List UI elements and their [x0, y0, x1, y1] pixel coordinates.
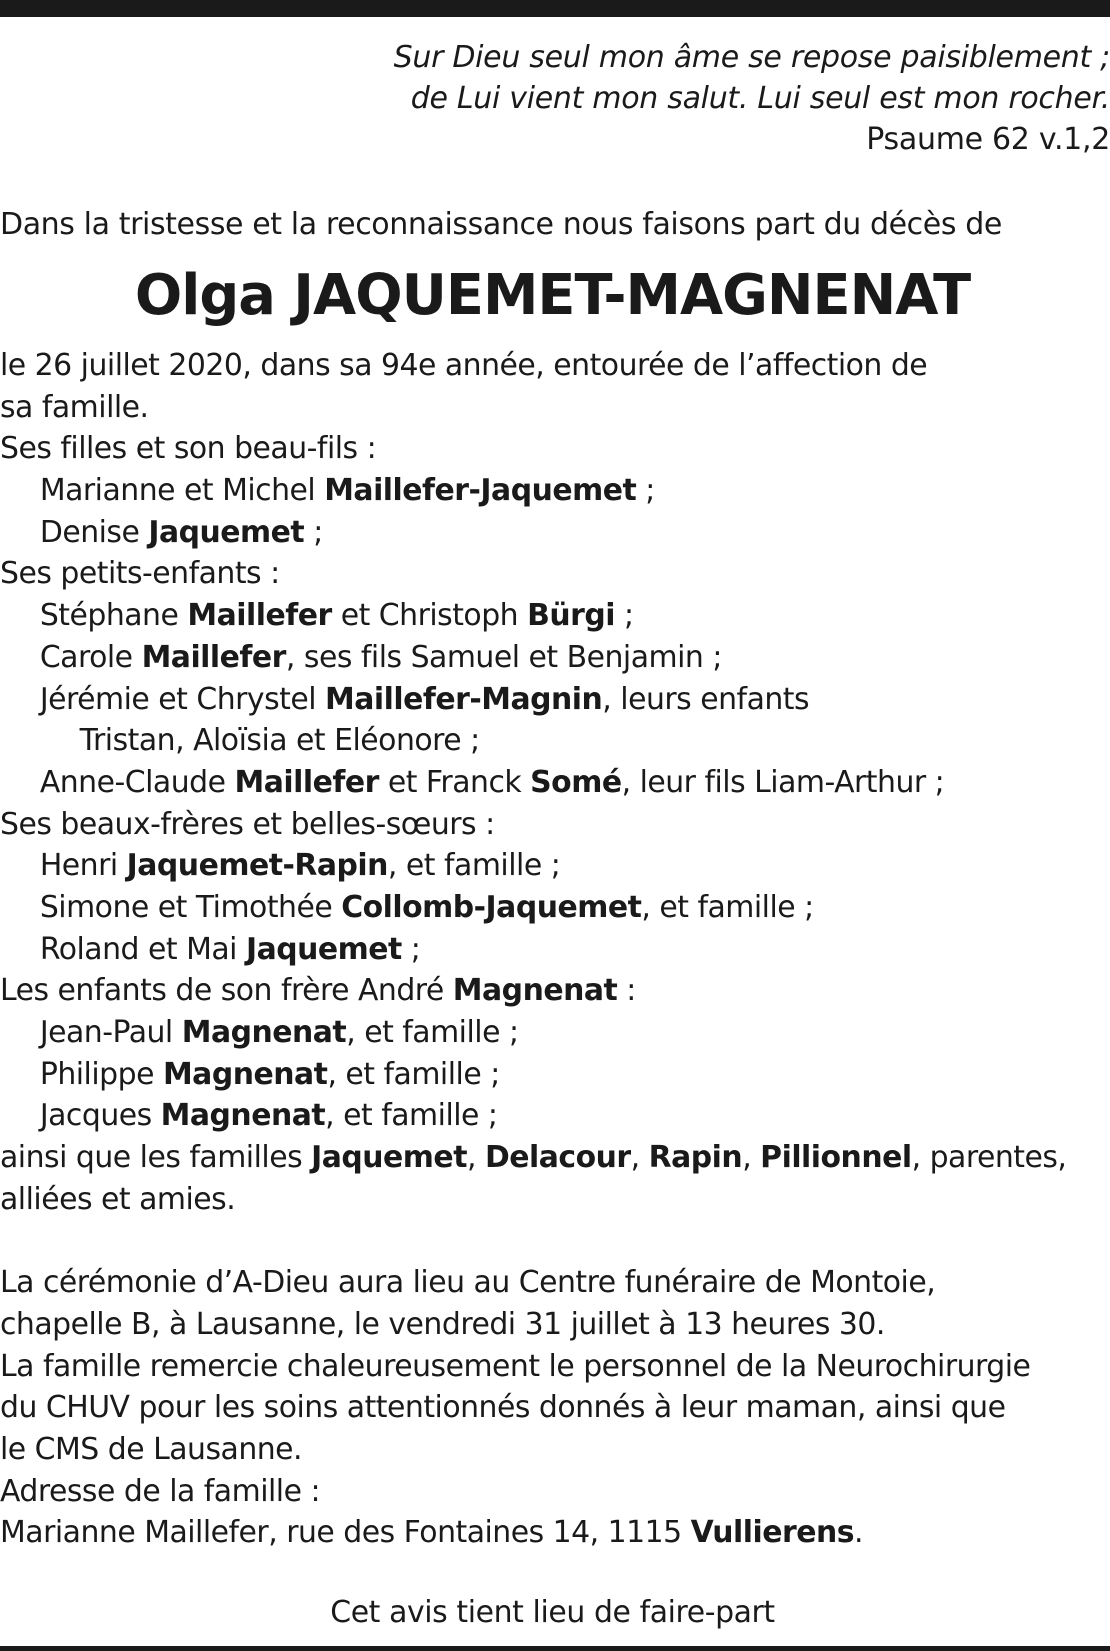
footer-note: Cet avis tient lieu de faire-part: [330, 1595, 775, 1630]
deceased-name: Olga JAQUEMET-MAGNENAT: [134, 263, 971, 328]
family-member-line: Jérémie et Chrystel Maillefer-Magnin, leurs enfants: [39, 681, 810, 717]
notice-body: [0, 345, 1110, 1554]
family-member-line: Stéphane Maillefer et Christoph Bürgi ;: [39, 598, 634, 634]
address-heading: Adresse de la famille :: [0, 1473, 321, 1509]
family-member-line: Philippe Magnenat, et famille ;: [39, 1056, 500, 1092]
bible-verse: [110, 37, 1110, 160]
surname: Somé: [530, 764, 622, 800]
surname: Magnenat: [452, 973, 618, 1009]
verse-line-2: de Lui vient mon salut. Lui seul est mon rocher.: [410, 81, 1110, 116]
town-name: Vullierens: [690, 1515, 855, 1551]
family-member-line: Henri Jaquemet-Rapin, et famille ;: [39, 848, 561, 884]
family-member-line: Denise Jaquemet ;: [39, 514, 323, 550]
surname: Jaquemet-Rapin: [126, 848, 388, 884]
paragraph-gap: [0, 1220, 1110, 1262]
verse-reference: Psaume 62 v.1,2: [866, 122, 1110, 157]
surname: Magnenat: [162, 1056, 328, 1092]
surname: Jaquemet: [148, 514, 305, 550]
family-member-line: Jacques Magnenat, et famille ;: [39, 1098, 498, 1134]
family-member-line: Jean-Paul Magnenat, et famille ;: [39, 1015, 519, 1050]
surname: Maillefer: [141, 639, 286, 675]
surname: Rapin: [648, 1140, 743, 1176]
families-continuation: alliées et amies.: [0, 1181, 236, 1217]
surname: Magnenat: [181, 1015, 347, 1050]
family-member-line: Anne-Claude Maillefer et Franck Somé, leur fils Liam-Arthur ;: [39, 764, 945, 800]
ceremony-line-1: La cérémonie d’A-Dieu aura lieu au Centre funéraire de Montoie,: [0, 1265, 936, 1301]
surname: Collomb-Jaquemet: [341, 889, 642, 925]
nephews-heading: Les enfants de son frère André Magnenat :: [0, 973, 636, 1009]
surname: Delacour: [484, 1140, 631, 1176]
grandchildren-heading: Ses petits-enfants :: [0, 556, 280, 592]
surname: Jaquemet: [311, 1140, 467, 1176]
address-line: Marianne Maillefer, rue des Fontaines 14, 1115 Vullierens.: [0, 1515, 864, 1551]
thanks-line-2: du CHUV pour les soins attentionnés donnés à leur maman, ainsi que: [0, 1390, 1006, 1426]
bottom-border-rule: [0, 1646, 1110, 1651]
ceremony-line-2: chapelle B, à Lausanne, le vendredi 31 juillet à 13 heures 30.: [0, 1306, 885, 1342]
family-member-line: Simone et Timothée Collomb-Jaquemet, et famille ;: [39, 889, 814, 925]
thanks-line-1: La famille remercie chaleureusement le personnel de la Neurochirurgie: [0, 1348, 1031, 1384]
verse-line-1: Sur Dieu seul mon âme se repose paisiblement ;: [393, 40, 1110, 75]
surname: Maillefer-Magnin: [325, 681, 603, 717]
family-member-line: Carole Maillefer, ses fils Samuel et Benjamin ;: [39, 639, 722, 675]
intro-text: Dans la tristesse et la reconnaissance nous faisons part du décès de: [0, 207, 1002, 242]
thanks-line-3: le CMS de Lausanne.: [0, 1431, 303, 1467]
daughters-heading: Ses filles et son beau-fils :: [0, 431, 377, 467]
death-line-1: le 26 juillet 2020, dans sa 94e année, entourée de l’affection de: [0, 348, 928, 383]
families-line: ainsi que les familles Jaquemet, Delacour, Rapin, Pillionnel, parentes,: [0, 1140, 1067, 1176]
surname: Jaquemet: [245, 931, 402, 967]
death-line-2: sa famille.: [0, 389, 149, 425]
surname: Maillefer: [187, 598, 332, 634]
surname: Bürgi: [527, 598, 615, 634]
in-laws-heading: Ses beaux-frères et belles-sœurs :: [0, 806, 495, 842]
family-member-line: Marianne et Michel Maillefer-Jaquemet ;: [39, 473, 655, 509]
surname: Magnenat: [160, 1098, 326, 1134]
family-member-continuation: Tristan, Aloïsia et Eléonore ;: [79, 723, 480, 759]
surname: Maillefer-Jaquemet: [324, 473, 637, 509]
surname: Maillefer: [234, 764, 379, 800]
surname: Pillionnel: [760, 1140, 912, 1176]
family-member-line: Roland et Mai Jaquemet ;: [39, 931, 421, 967]
